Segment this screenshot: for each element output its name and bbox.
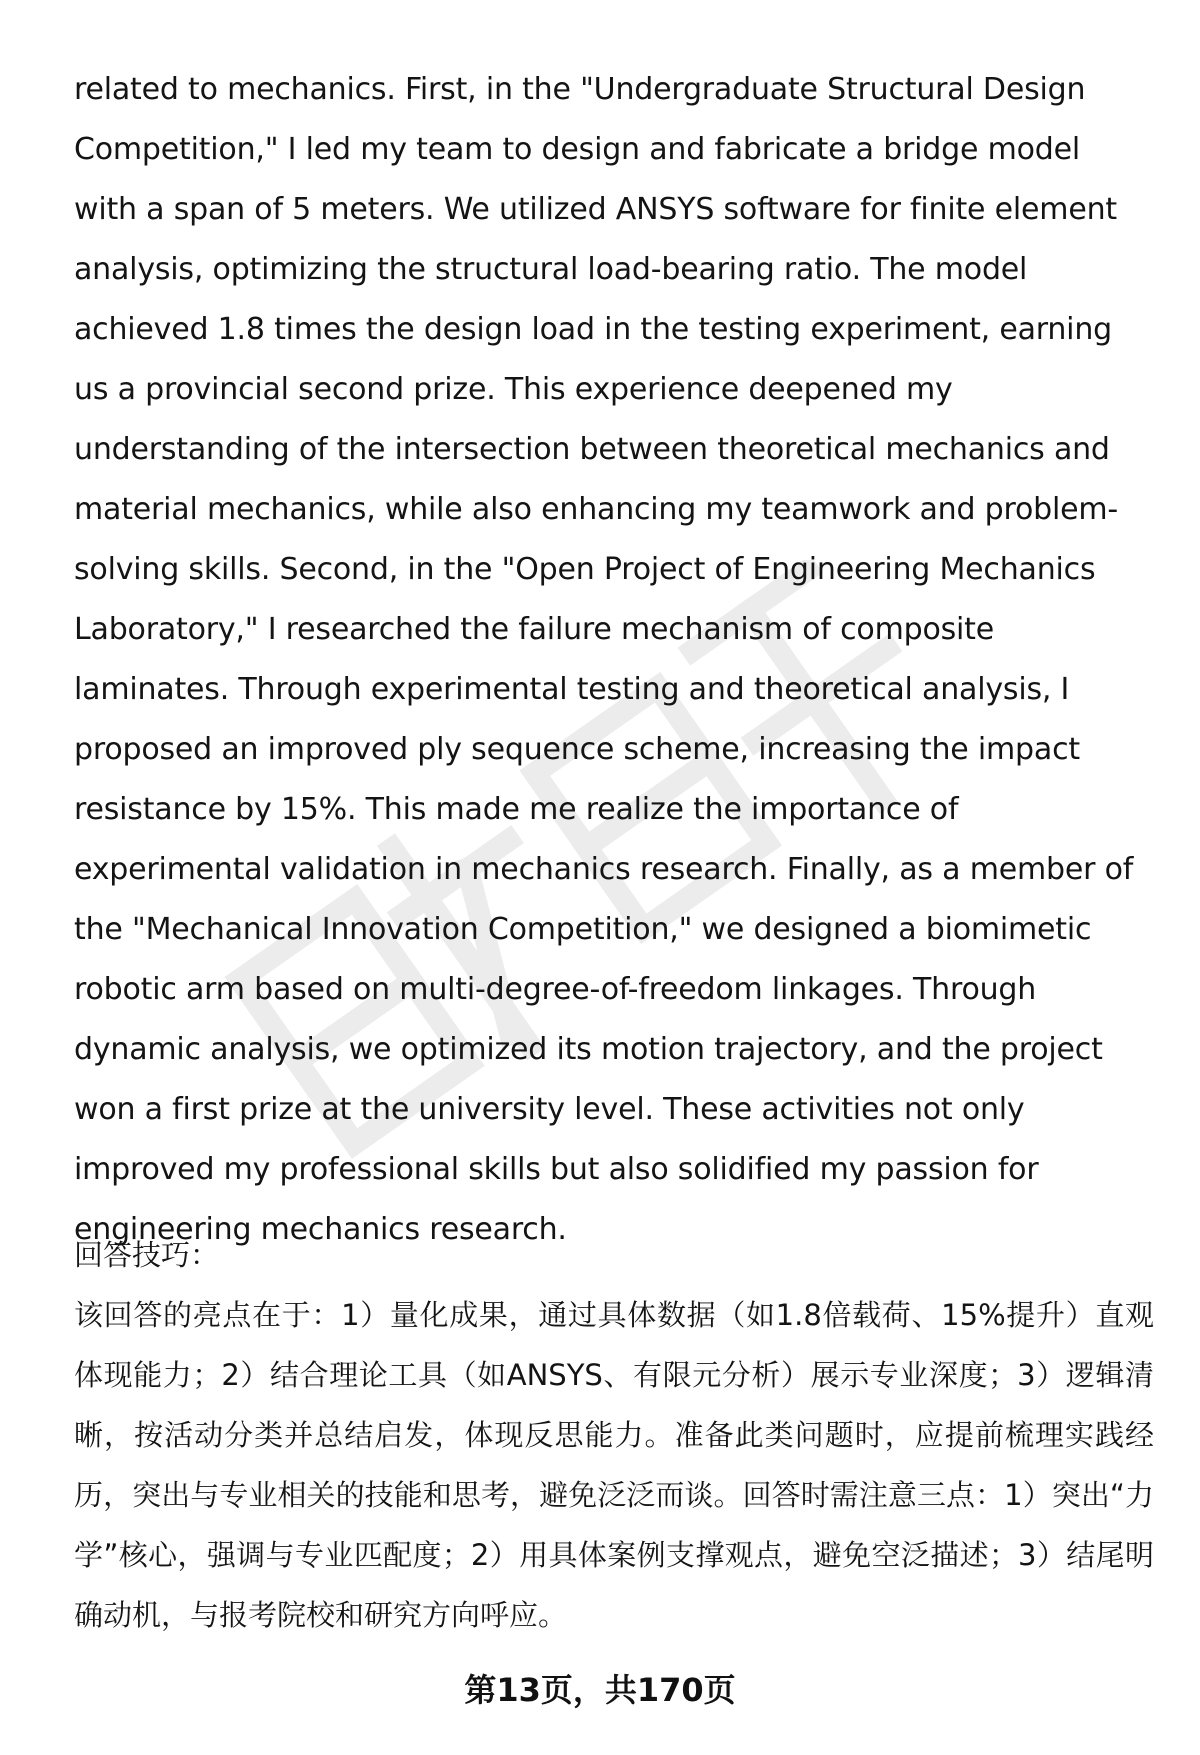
tips-paragraph: 该回答的亮点在于：1）量化成果，通过具体数据（如1.8倍载荷、15%提升）直观体现能力；2）结合理论工具（如ANSYS、有限元分析）展示专业深度；3）逻辑清晰，按活动分类并总结启发，体现反思能力。准备此类问题时，应提前梳理实践经历，突出与专业相关的技能和思考，避免泛泛而谈。回答时需注意三点：1）突出“力学”核心，强调与专业匹配度；2）用具体案例支撑观点，避免空泛描述；3）结尾明确动机，与报考院校和研究方向呼应。 [74,1298,1154,1632]
tips-heading: 回答技巧： [74,1238,220,1272]
page-number: 第13页，共170页 [464,1671,736,1709]
body-paragraph: related to mechanics. First, in the "Undergraduate Structural Design Competition," I led my team to design and fabricate a bridge model with a span of 5 meters. We utilized ANSYS software for finite element analysis, optimizing the structural load-bearing ratio. The model achieved 1.8 times the design load in the testing experiment, earning us a provincial second prize. This experience deepened my understanding of the intersection between theoretical mechanics and material mechanics, while also enhancing my teamwork and problem-solving skills. Second, in the "Open Project of Engineering Mechanics Laboratory," I researched the failure mechanism of composite laminates. Through experimental testing and theoretical analysis, I proposed an improved ply sequence scheme, increasing the impact resistance by 15%. This made me realize the importance of experimental validation in mechanics research. Finally, as a member of the "Mechanical Innovation Competition," we designed a biomimetic robotic arm based on multi-degree-of-freedom linkages. Through dynamic analysis, we optimized its motion trajectory, and the project won a first prize at the university level. These activities not only improved my professional skills but also solidified my passion for engineering mechanics research. [74,72,1134,1247]
